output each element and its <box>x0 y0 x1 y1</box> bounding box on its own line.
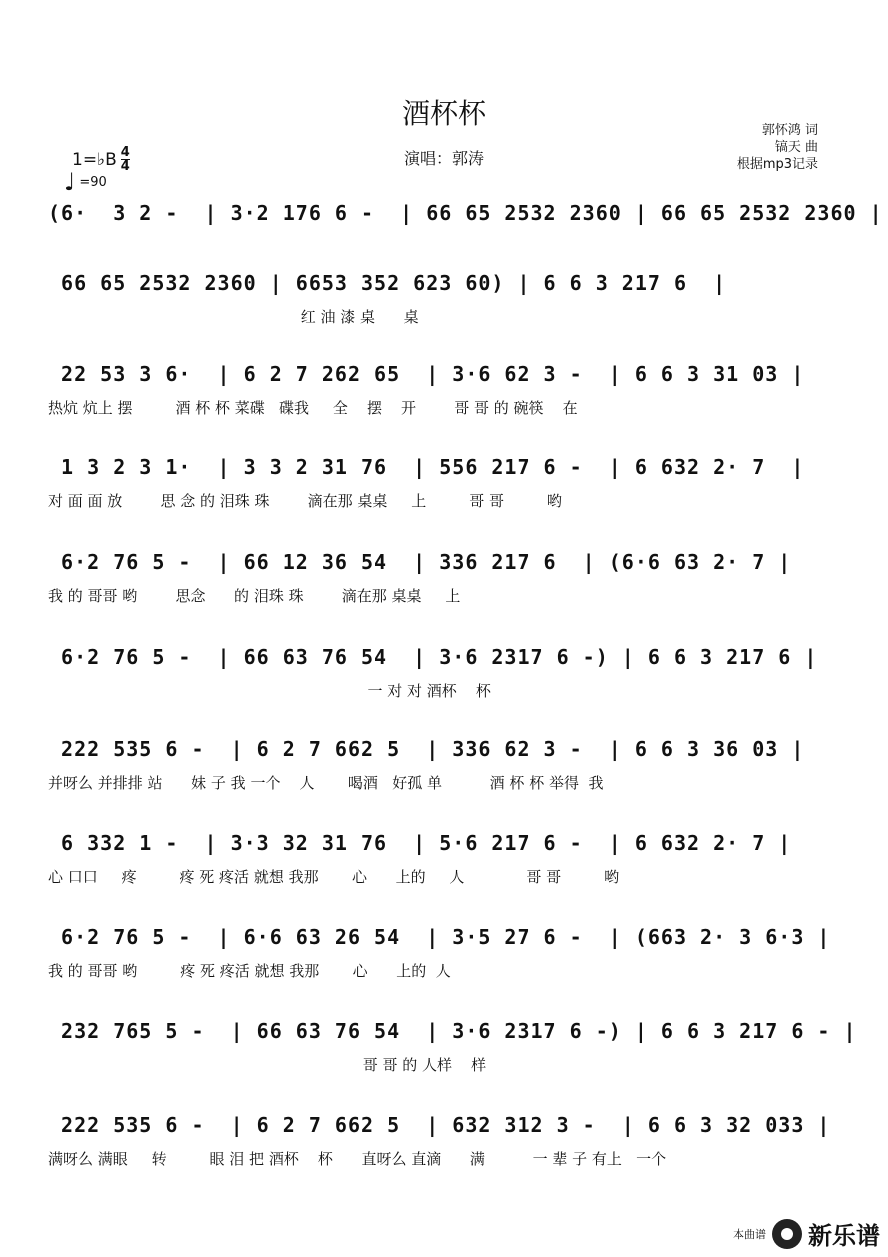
watermark-brand: 新乐谱 <box>808 1222 880 1250</box>
lyricist-credit: 郭怀鸿 词 <box>761 123 818 138</box>
notation-line: 6 332 1 - | 3·3 32 31 76 | 5·6 217 6 - | 6 632 2· 7 | <box>48 831 792 855</box>
singer-line: 演唱：郭涛 <box>403 149 484 168</box>
lyrics-line: 红 油 漆 桌 桌 <box>48 308 419 326</box>
notation-line: (6· 3 2 - | 3·2 176 6 - | 66 65 2532 2360 | 66 65 2532 2360 | <box>48 201 883 225</box>
time-signature <box>121 146 130 173</box>
watermark-caption: 本曲谱 <box>733 1227 766 1241</box>
watermark <box>733 1216 880 1251</box>
notation-line: 6·2 76 5 - | 6·6 63 26 54 | 3·5 27 6 - | (663 2· 3 6·3 | <box>48 925 831 949</box>
notation-line: 6·2 76 5 - | 66 12 36 54 | 336 217 6 | (6·6 63 2· 7 | <box>48 550 792 574</box>
lyrics-line: 满呀么 满眼 转 眼 泪 把 酒杯 杯 直呀么 直滴 满 一 辈 子 有上 一个 <box>48 1150 667 1168</box>
credits <box>737 122 818 173</box>
song-title: 酒杯杯 <box>401 97 486 130</box>
tempo-value: =90 <box>79 174 107 190</box>
notation-line: 6·2 76 5 - | 66 63 76 54 | 3·6 2317 6 -) | 6 6 3 217 6 | <box>48 645 818 669</box>
lyrics-line: 并呀么 并排排 站 妹 子 我 一个 人 喝酒 好孤 单 酒 杯 杯 举得 我 <box>48 774 604 792</box>
lyrics-line: 一 对 对 酒杯 杯 <box>48 682 491 700</box>
notation-line: 222 535 6 - | 6 2 7 662 5 | 336 62 3 - | 6 6 3 36 03 | <box>48 737 805 761</box>
key-label: 1=♭B <box>72 149 117 170</box>
notation-line: 222 535 6 - | 6 2 7 662 5 | 632 312 3 - | 6 6 3 32 033 | <box>48 1113 831 1137</box>
lyrics-line: 热炕 炕上 摆 酒 杯 杯 菜碟 碟我 全 摆 开 哥 哥 的 碗筷 在 <box>48 399 578 417</box>
quarter-note-icon: ♩ <box>64 168 76 196</box>
key-signature <box>72 146 130 173</box>
notation-line: 22 53 3 6· | 6 2 7 262 65 | 3·6 62 3 - | 6 6 3 31 03 | <box>48 362 805 386</box>
lyrics-line: 我 的 哥哥 哟 思念 的 泪珠 珠 滴在那 桌桌 上 <box>48 587 461 605</box>
notation-line: 66 65 2532 2360 | 6653 352 623 60) | 6 6 3 217 6 | <box>48 271 727 295</box>
lyrics-line: 我 的 哥哥 哟 疼 死 疼活 就想 我那 心 上的 人 <box>48 962 451 980</box>
lyrics-line: 对 面 面 放 思 念 的 泪珠 珠 滴在那 桌桌 上 哥 哥 哟 <box>48 492 562 510</box>
transcription-note: 根据mp3记录 <box>736 157 818 172</box>
time-signature-top: 4 <box>120 145 130 160</box>
time-signature-bottom: 4 <box>120 159 130 174</box>
notation-line: 1 3 2 3 1· | 3 3 2 31 76 | 556 217 6 - | 6 632 2· 7 | <box>48 455 805 479</box>
lyrics-line: 心 口口 疼 疼 死 疼活 就想 我那 心 上的 人 哥 哥 哟 <box>48 868 620 886</box>
lyrics-line: 哥 哥 的 人样 样 <box>48 1056 487 1074</box>
tempo-marking <box>64 168 107 196</box>
composer-credit: 镐天 曲 <box>774 140 818 155</box>
music-disc-icon <box>772 1219 802 1249</box>
notation-line: 232 765 5 - | 66 63 76 54 | 3·6 2317 6 -) | 6 6 3 217 6 - | <box>48 1019 857 1043</box>
